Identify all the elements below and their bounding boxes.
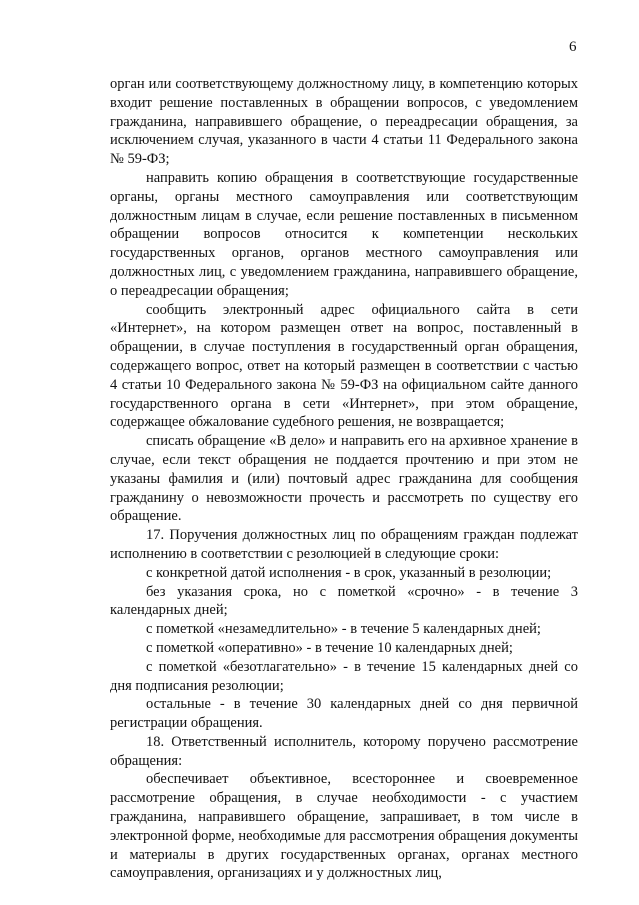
paragraph: с пометкой «оперативно» - в течение 10 календарных дней; xyxy=(146,639,513,656)
paragraph: без указания срока, но с пометкой «срочно» - в течение 3 календарных дней; xyxy=(110,583,578,619)
paragraph: остальные - в течение 30 календарных дней со дня первичной регистрации обращения. xyxy=(110,696,578,732)
paragraph: орган или соответствующему должностному лицу, в компетенцию которых входит решение поставленных в обращении вопросов, с уведомлением гражданина, направившего обращение, о переадресации обращения, за исключением случая, указанного в части 4 статьи 11 Федерального закона № 59-ФЗ; xyxy=(110,76,578,168)
paragraph: направить копию обращения в соответствующие государственные органы, органы местного самоуправления или соответствующим должностным лицам в случае, если решение поставленных в письменном обращении вопросов относится к компетенции нескольких государственных органов, органов местного самоуправления или должностных лиц, с уведомлением гражданина, направившего обращение, о переадресации обращения; xyxy=(110,169,578,299)
paragraph: 18. Ответственный исполнитель, которому поручено рассмотрение обращения: xyxy=(110,733,578,769)
paragraph: обеспечивает объективное, всестороннее и своевременное рассмотрение обращения, в случае необходимости - с участием гражданина, направившего обращение, запрашивает, в том числе в электронной форме, необходимые для рассмотрения обращения документы и материалы в других государственных органах, органах местного самоуправления, организациях и у должностных лиц, xyxy=(110,771,578,882)
paragraph: с конкретной датой исполнения - в срок, указанный в резолюции; xyxy=(146,564,552,581)
paragraph: списать обращение «В дело» и направить его на архивное хранение в случае, если текст обращения не поддается прочтению и при этом не указаны фамилия и (или) почтовый адрес гражданина для сообщения гражданину о невозможности прочесть и рассмотреть по существу его обращение. xyxy=(110,433,578,525)
paragraph: 17. Поручения должностных лиц по обращениям граждан подлежат исполнению в соответствии с резолюцией в следующие сроки: xyxy=(110,527,578,562)
paragraph: с пометкой «безотлагательно» - в течение 15 календарных дней со дня подписания резолюции; xyxy=(110,658,578,694)
paragraph: с пометкой «незамедлительно» - в течение 5 календарных дней; xyxy=(146,621,541,638)
page-number: 6 xyxy=(569,39,577,55)
paragraph: сообщить электронный адрес официального сайта в сети «Интернет», на котором размещен ответ на вопрос, поставленный в обращении, в случае поступления в государственный орган обращения, содержащего вопрос, ответ на который размещен в соответствии с частью 4 статьи 10 Федерального закона № 59-ФЗ на официальном сайте данного государственного органа в сети «Интернет», при этом обращение, содержащее обжалование судебного решения, не возвращается; xyxy=(110,301,578,431)
document-body xyxy=(110,75,578,883)
